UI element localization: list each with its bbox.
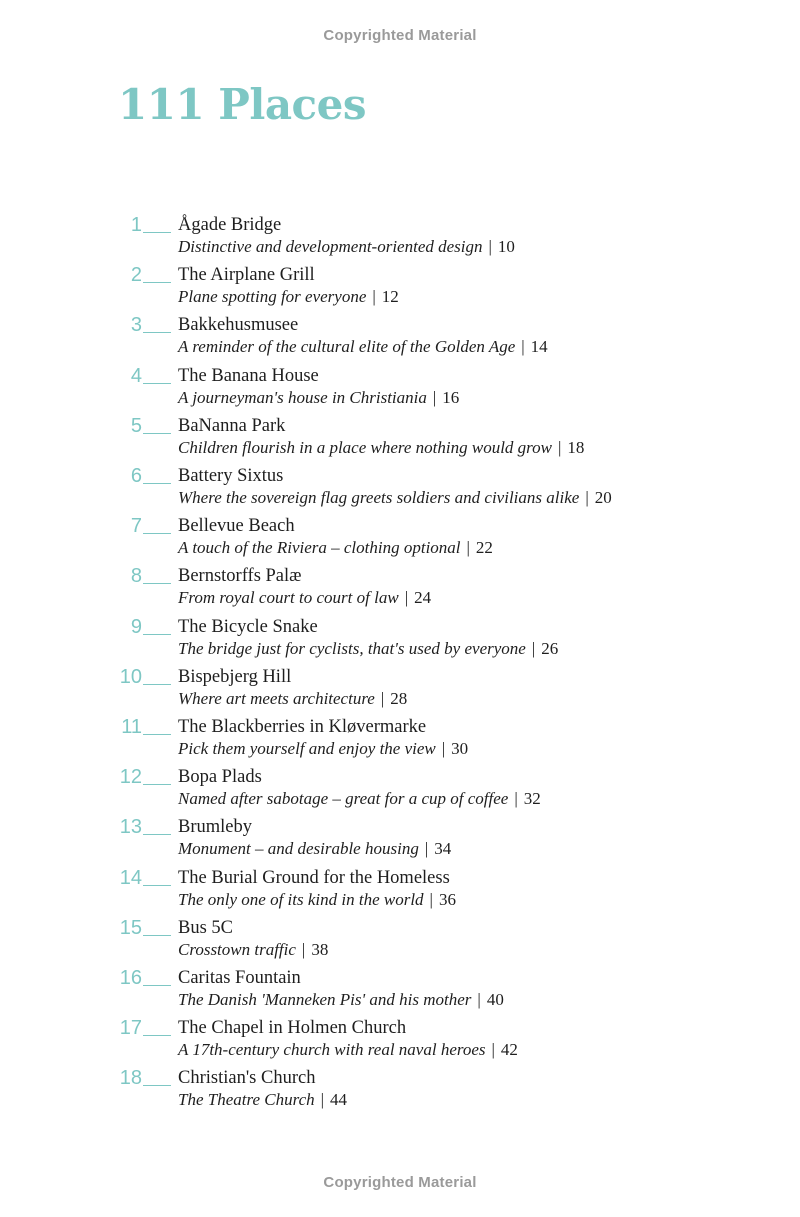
entry-title: The Blackberries in Kløvermarke [178, 717, 427, 737]
entry-subtitle [178, 990, 504, 1010]
entry-number: 4 [130, 365, 142, 387]
entry-number: 1 [130, 214, 142, 236]
entry-page-number: 40 [486, 990, 504, 1009]
number-underline [143, 232, 171, 233]
entry-subtitle [178, 789, 541, 809]
entry-number: 15 [119, 917, 142, 939]
toc-entry [0, 865, 800, 913]
toc-entry [0, 563, 800, 611]
number-underline [143, 684, 171, 685]
entry-title: Caritas Fountain [178, 968, 301, 988]
entry-title: Ågade Bridge [178, 215, 282, 235]
number-underline [143, 332, 171, 333]
entry-description: Named after sabotage – great for a cup of coffee [178, 789, 509, 808]
entry-number: 2 [130, 264, 142, 286]
entry-title: Bakkehusmusee [178, 315, 299, 335]
toc-entry [0, 262, 800, 310]
copyright-watermark-bottom: Copyrighted Material [323, 1174, 477, 1191]
number-underline [143, 433, 171, 434]
number-underline [143, 583, 171, 584]
entry-description: Distinctive and development-oriented design [178, 237, 483, 256]
entry-page-number: 42 [500, 1040, 518, 1059]
entry-subtitle [178, 689, 407, 709]
page-separator: | [585, 488, 589, 507]
page-separator: | [432, 388, 437, 407]
entry-page-number: 36 [438, 890, 456, 909]
entry-description: Pick them yourself and enjoy the view [178, 739, 436, 758]
toc-entry [0, 1065, 800, 1113]
entry-page-number: 34 [434, 839, 452, 858]
entry-number: 16 [119, 967, 142, 989]
number-underline [143, 483, 171, 484]
entry-subtitle [178, 488, 612, 508]
entry-page-number: 26 [541, 639, 559, 658]
entry-description: The Theatre Church [178, 1090, 315, 1109]
number-underline [143, 834, 171, 835]
entry-number: 8 [130, 565, 142, 587]
entry-title: Bus 5C [178, 918, 234, 938]
page-separator: | [558, 438, 562, 457]
entry-title: Bernstorffs Palæ [178, 566, 302, 586]
entry-subtitle [178, 839, 451, 859]
entry-number: 6 [130, 465, 142, 487]
page-title: 111 Places [118, 80, 366, 129]
entry-description: From royal court to court of law [178, 588, 399, 607]
toc-entry [0, 212, 800, 260]
toc-entry [0, 614, 800, 662]
entry-page-number: 24 [414, 588, 432, 607]
toc-entry [0, 363, 800, 411]
entry-title: Bispebjerg Hill [178, 667, 292, 687]
entry-title: BaNanna Park [178, 416, 286, 436]
entry-title: The Burial Ground for the Homeless [178, 868, 450, 888]
entry-description: The Danish 'Manneken Pis' and his mother [178, 990, 472, 1009]
entry-subtitle [178, 538, 493, 558]
entry-page-number: 18 [567, 438, 585, 457]
entry-title: Bellevue Beach [178, 516, 295, 536]
page-separator: | [424, 839, 429, 858]
toc-entry [0, 714, 800, 762]
page-separator: | [301, 940, 306, 959]
entry-title: Brumleby [178, 817, 252, 837]
entry-page-number: 10 [497, 237, 515, 256]
entry-page-number: 12 [381, 287, 399, 306]
toc-entry [0, 915, 800, 963]
toc-entry [0, 664, 800, 712]
copyright-watermark-top: Copyrighted Material [323, 27, 477, 44]
toc-entry [0, 413, 800, 461]
page-separator: | [404, 588, 409, 607]
number-underline [143, 734, 171, 735]
entry-page-number: 38 [311, 940, 329, 959]
number-underline [143, 985, 171, 986]
entry-page-number: 44 [330, 1090, 348, 1109]
number-underline [143, 784, 171, 785]
entry-description: Where the sovereign flag greets soldiers and civilians alike [178, 488, 580, 507]
entry-subtitle [178, 287, 399, 307]
page-separator: | [488, 237, 492, 256]
entry-page-number: 32 [523, 789, 541, 808]
number-underline [143, 533, 171, 534]
toc-entry [0, 463, 800, 511]
entry-subtitle [178, 588, 431, 608]
number-underline [143, 282, 171, 283]
entry-subtitle [178, 1040, 518, 1060]
toc-entry [0, 965, 800, 1013]
entry-page-number: 28 [390, 689, 408, 708]
entry-subtitle [178, 940, 328, 960]
page-separator: | [531, 639, 536, 658]
page-separator: | [466, 538, 470, 557]
page-separator: | [491, 1040, 495, 1059]
entry-title: The Chapel in Holmen Church [178, 1018, 407, 1038]
entry-number: 9 [130, 616, 142, 638]
page-separator: | [372, 287, 376, 306]
entry-title: Christian's Church [178, 1068, 316, 1088]
entry-number: 18 [119, 1067, 142, 1089]
page-separator: | [320, 1090, 325, 1109]
toc-entry [0, 312, 800, 360]
entry-subtitle [178, 337, 548, 357]
entry-subtitle [178, 237, 515, 257]
page-separator: | [429, 890, 433, 909]
entry-number: 3 [130, 314, 142, 336]
toc-entry [0, 764, 800, 812]
entry-title: Bopa Plads [178, 767, 262, 787]
entry-description: A journeyman's house in Christiania [178, 388, 427, 407]
entry-subtitle [178, 739, 468, 759]
page-separator: | [521, 337, 525, 356]
entry-subtitle [178, 438, 584, 458]
number-underline [143, 935, 171, 936]
entry-description: A 17th-century church with real naval heroes [178, 1040, 486, 1059]
entry-subtitle [178, 890, 456, 910]
entry-page-number: 20 [594, 488, 612, 507]
entry-title: The Airplane Grill [178, 265, 315, 285]
entry-description: A touch of the Riviera – clothing optional [178, 538, 461, 557]
number-underline [143, 634, 171, 635]
number-underline [143, 1085, 171, 1086]
page-separator: | [514, 789, 518, 808]
entry-number: 14 [119, 867, 142, 889]
entry-number: 12 [119, 766, 142, 788]
entry-description: Crosstown traffic [178, 940, 296, 959]
entry-number: 10 [119, 666, 142, 688]
number-underline [143, 383, 171, 384]
entry-number: 7 [130, 515, 142, 537]
entry-number: 5 [130, 415, 142, 437]
entry-number: 13 [119, 816, 142, 838]
entry-subtitle [178, 639, 558, 659]
entry-description: Monument – and desirable housing [178, 839, 419, 858]
entry-description: Where art meets architecture [178, 689, 375, 708]
entry-subtitle [178, 1090, 347, 1110]
number-underline [143, 885, 171, 886]
page-separator: | [380, 689, 385, 708]
entry-page-number: 14 [530, 337, 548, 356]
entry-page-number: 22 [475, 538, 493, 557]
entry-description: The only one of its kind in the world [178, 890, 424, 909]
entry-page-number: 16 [442, 388, 460, 407]
entry-page-number: 30 [451, 739, 469, 758]
entry-subtitle [178, 388, 459, 408]
entry-title: Battery Sixtus [178, 466, 284, 486]
entry-description: Plane spotting for everyone [178, 287, 367, 306]
entry-number: 17 [119, 1017, 142, 1039]
entry-title: The Banana House [178, 366, 319, 386]
toc-entry [0, 1015, 800, 1063]
entry-description: Children flourish in a place where nothing would grow [178, 438, 552, 457]
toc-entry [0, 814, 800, 862]
entry-description: A reminder of the cultural elite of the Golden Age [178, 337, 516, 356]
toc-entry [0, 513, 800, 561]
entry-number: 11 [121, 716, 142, 738]
entry-title: The Bicycle Snake [178, 617, 318, 637]
page-separator: | [477, 990, 481, 1009]
page-separator: | [441, 739, 446, 758]
number-underline [143, 1035, 171, 1036]
entry-description: The bridge just for cyclists, that's used by everyone [178, 639, 526, 658]
